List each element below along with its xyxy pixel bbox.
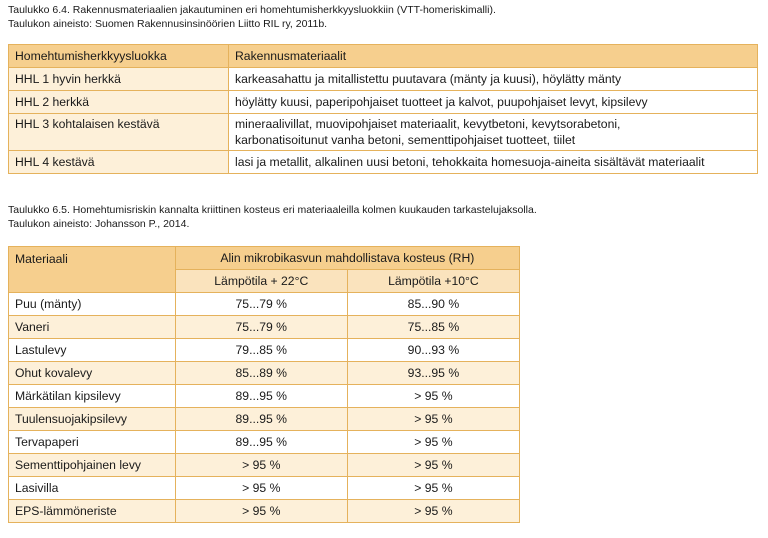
table-row	[9, 408, 520, 431]
rh-22c-cell: 89...95 %	[175, 408, 347, 431]
material-cell: Tervapaperi	[9, 431, 176, 454]
table1-caption	[8, 3, 496, 31]
materials-cell: höylätty kuusi, paperipohjaiset tuotteet ja kalvot, puupohjaiset levyt, kipsilevy	[229, 91, 758, 114]
materials-cell: lasi ja metallit, alkalinen uusi betoni, tehokkaita homesuoja-aineita sisältävät materiaalit	[229, 151, 758, 174]
materials-cell: karkeasahattu ja mitallistettu puutavara (mänty ja kuusi), höylätty mänty	[229, 68, 758, 91]
rh-10c-cell: 93...95 %	[347, 362, 519, 385]
rh-10c-cell: 75...85 %	[347, 316, 519, 339]
rh-10c-cell: > 95 %	[347, 431, 519, 454]
material-cell: Ohut kovalevy	[9, 362, 176, 385]
material-cell: Puu (mänty)	[9, 293, 176, 316]
table2-caption-title: Taulukko 6.5. Homehtumisriskin kannalta kriittinen kosteus eri materiaaleilla kolmen kuukauden tarkastelujaksolla.	[8, 204, 537, 216]
rh-22c-cell: 85...89 %	[175, 362, 347, 385]
material-cell: EPS-lämmöneriste	[9, 500, 176, 523]
material-cell: Lasivilla	[9, 477, 176, 500]
materials-line: karbonatisoitunut vanha betoni, sementtipohjaiset tuotteet, tiilet	[235, 133, 576, 147]
table-row	[9, 454, 520, 477]
column-header-material: Materiaali	[9, 247, 176, 293]
table-row	[9, 316, 520, 339]
rh-22c-cell: > 95 %	[175, 454, 347, 477]
column-header-class: Homehtumisherkkyysluokka	[9, 45, 229, 68]
table-row	[9, 431, 520, 454]
rh-22c-cell: 79...85 %	[175, 339, 347, 362]
table-row	[9, 477, 520, 500]
rh-10c-cell: 90...93 %	[347, 339, 519, 362]
material-cell: Tuulensuojakipsilevy	[9, 408, 176, 431]
material-cell: Vaneri	[9, 316, 176, 339]
material-cell: Lastulevy	[9, 339, 176, 362]
critical-moisture-rows	[9, 293, 520, 523]
rh-22c-cell: 89...95 %	[175, 431, 347, 454]
table-row	[9, 385, 520, 408]
table-row	[9, 151, 758, 174]
mould-sensitivity-table	[8, 44, 758, 174]
class-cell: HHL 4 kestävä	[9, 151, 229, 174]
rh-22c-cell: 89...95 %	[175, 385, 347, 408]
rh-22c-cell: > 95 %	[175, 477, 347, 500]
critical-moisture-table	[8, 246, 520, 523]
column-header-moisture: Alin mikrobikasvun mahdollistava kosteus (RH)	[175, 247, 519, 270]
table-row	[9, 91, 758, 114]
rh-10c-cell: > 95 %	[347, 408, 519, 431]
rh-10c-cell: > 95 %	[347, 500, 519, 523]
table1-caption-title: Taulukko 6.4. Rakennusmateriaalien jakautuminen eri homehtumisherkkyysluokkiin (VTT-homeriskimalli).	[8, 4, 496, 16]
rh-22c-cell: 75...79 %	[175, 293, 347, 316]
table-row	[9, 362, 520, 385]
column-header-temp-10: Lämpötila +10°C	[347, 270, 519, 293]
table2-caption	[8, 203, 537, 231]
rh-22c-cell: 75...79 %	[175, 316, 347, 339]
column-header-temp-22: Lämpötila + 22°C	[175, 270, 347, 293]
table-row	[9, 68, 758, 91]
materials-cell	[229, 114, 758, 151]
table-header-row	[9, 45, 758, 68]
rh-10c-cell: > 95 %	[347, 454, 519, 477]
rh-10c-cell: > 95 %	[347, 477, 519, 500]
column-header-materials: Rakennusmateriaalit	[229, 45, 758, 68]
materials-line: mineraalivillat, muovipohjaiset materiaalit, kevytbetoni, kevytsorabetoni,	[235, 117, 621, 131]
material-cell: Sementtipohjainen levy	[9, 454, 176, 477]
table-row	[9, 500, 520, 523]
table-row	[9, 114, 758, 151]
table2-caption-source: Taulukon aineisto: Johansson P., 2014.	[8, 218, 190, 230]
class-cell: HHL 3 kohtalaisen kestävä	[9, 114, 229, 151]
table-row	[9, 293, 520, 316]
table-header-row	[9, 247, 520, 270]
class-cell: HHL 1 hyvin herkkä	[9, 68, 229, 91]
material-cell: Märkätilan kipsilevy	[9, 385, 176, 408]
class-cell: HHL 2 herkkä	[9, 91, 229, 114]
rh-10c-cell: > 95 %	[347, 385, 519, 408]
rh-22c-cell: > 95 %	[175, 500, 347, 523]
table-row	[9, 339, 520, 362]
rh-10c-cell: 85...90 %	[347, 293, 519, 316]
table1-caption-source: Taulukon aineisto: Suomen Rakennusinsinöörien Liitto RIL ry, 2011b.	[8, 18, 328, 30]
